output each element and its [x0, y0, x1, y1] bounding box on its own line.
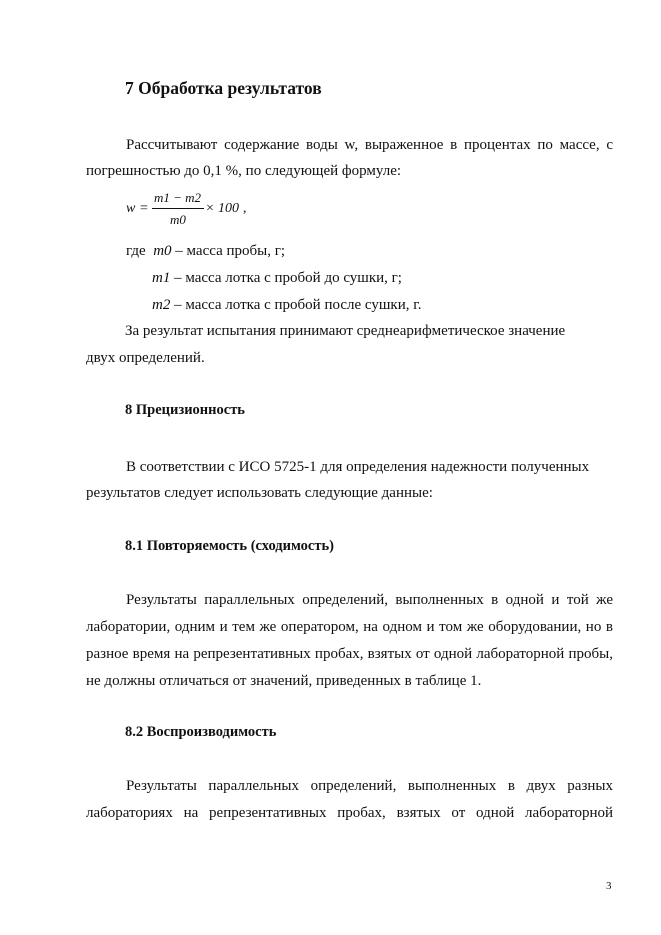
legend-description: – масса лотка с пробой до сушки, г;: [174, 270, 402, 286]
formula-fraction-bar: [152, 208, 204, 209]
section-7-heading: 7 Обработка результатов: [125, 78, 322, 98]
formula-equals: =: [140, 201, 148, 216]
legend-where-prefix: где: [126, 243, 146, 259]
section-8-heading: 8 Прецизионность: [125, 402, 245, 418]
moisture-formula: [126, 188, 306, 232]
legend-description: – масса пробы, г;: [175, 243, 286, 259]
section-8-2-heading: 8.2 Воспроизводимость: [125, 724, 277, 740]
formula-denominator: m0: [170, 212, 186, 227]
section-8-2-line-2: лабораториях на репрезентативных пробах, взятых от одной лабораторной: [86, 805, 613, 821]
legend-symbol: m2: [152, 297, 171, 313]
result-line-2: двух определений.: [86, 350, 205, 366]
formula-factor: 100: [218, 201, 239, 216]
section-7-intro-line-1: Рассчитывают содержание воды w, выраженное в процентах по массе, с: [126, 137, 613, 153]
result-line-1: За результат испытания принимают среднеарифметическое значение: [125, 323, 566, 339]
section-8-1-heading: 8.1 Повторяемость (сходимость): [125, 538, 334, 554]
legend-description: – масса лотка с пробой после сушки, г.: [174, 297, 422, 313]
legend-row-m1: [152, 269, 402, 288]
page-number: 3: [606, 880, 612, 892]
section-8-1-line-3: разное время на репрезентативных пробах, взятых от одной лабораторной пробы,: [86, 646, 613, 662]
section-8-1-line-4: не должны отличаться от значений, приведенных в таблице 1.: [86, 673, 482, 689]
section-8-1-line-1: Результаты параллельных определений, выполненных в одной и той же: [126, 592, 613, 608]
formula-comma: ,: [243, 201, 247, 216]
section-8-2-line-1: Результаты параллельных определений, выполненных в двух разных: [126, 778, 613, 794]
section-7-intro-line-2: погрешностью до 0,1 %, по следующей формуле:: [86, 163, 402, 179]
legend-symbol: m0: [153, 243, 172, 259]
formula-numerator: m1 − m2: [154, 190, 202, 205]
formula-lhs: w: [126, 201, 136, 216]
legend-row-m0: [126, 242, 285, 261]
section-8-1-line-2: лаборатории, одним и тем же оператором, на одном и том же оборудовании, но в: [86, 619, 613, 635]
section-8-line-2: результатов следует использовать следующие данные:: [86, 485, 433, 501]
legend-row-m2: [152, 296, 421, 315]
formula-times-sign: ×: [206, 201, 214, 216]
section-8-line-1: В соответствии с ИСО 5725-1 для определения надежности полученных: [126, 459, 590, 475]
legend-symbol: m1: [152, 270, 171, 286]
